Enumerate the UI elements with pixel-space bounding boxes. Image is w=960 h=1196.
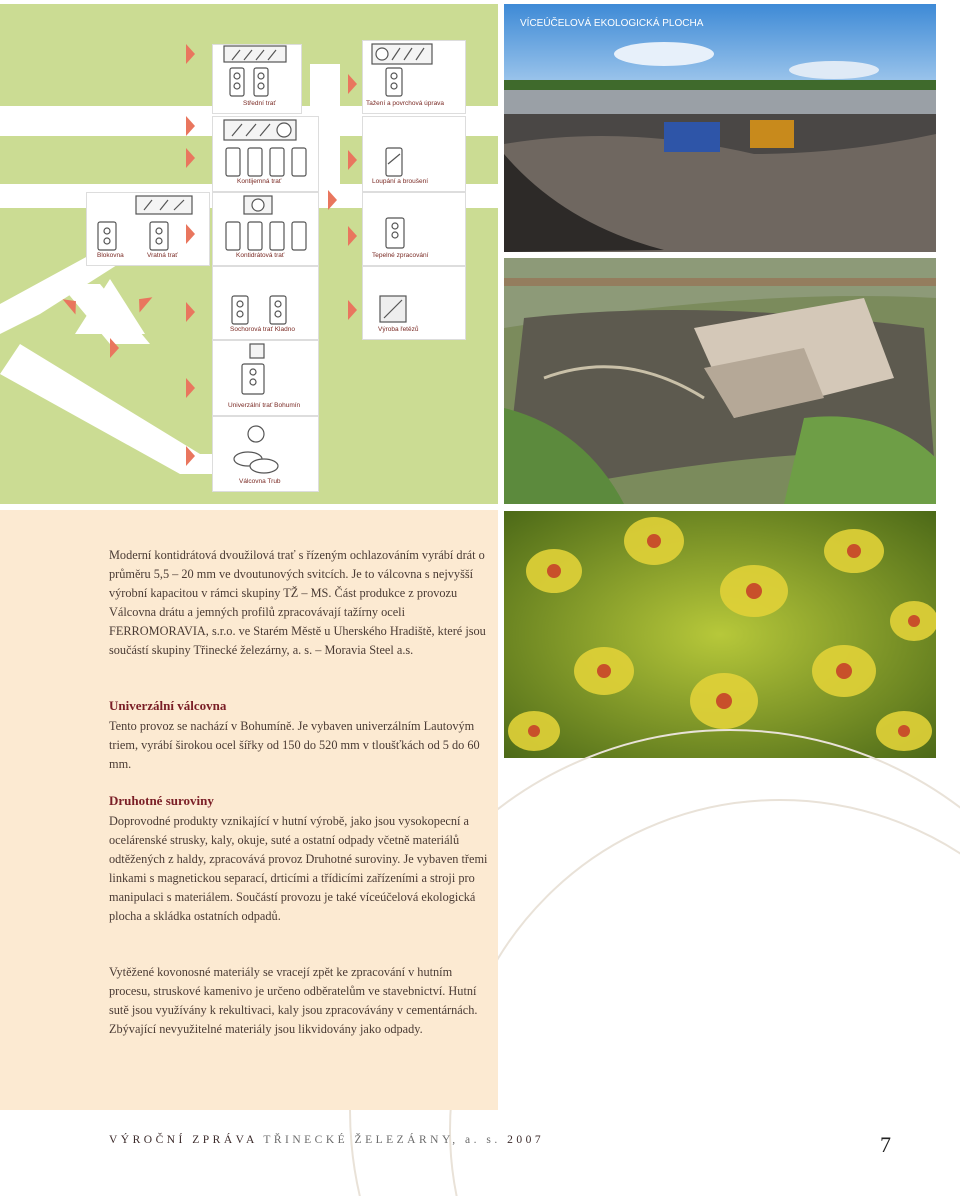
photo-caption: VÍCEÚČELOVÁ EKOLOGICKÁ PLOCHA: [520, 18, 704, 29]
label-blokovna: Blokovna: [97, 252, 124, 259]
intro-paragraph: Moderní kontidrátová dvoužilová trať s řízeným ochlazováním vyrábí drát o průměru 5,5 – 20 mm ve dvoutunových svitcích. Je to válcovna s nejvyšší výrobní kapacitou v rámci skupiny TŽ – MS. Část produkce z provozu Válcovna drátu a jemných profilů zpracovávají tažírny oceli FERROMORAVIA, s.r.o. ve Starém Městě u Uherského Hradiště, které jsou součástí skupiny Třinecké železárny, a. s. – Moravia Steel a.s.: [109, 548, 486, 657]
label-kontijemna: Kontijemná trať: [237, 178, 282, 185]
flow-arrow: [110, 338, 119, 358]
page-number: 7: [880, 1132, 891, 1157]
production-diagram: [0, 4, 498, 504]
flow-arrow: [348, 74, 357, 94]
paragraph-univerzalni: Tento provoz se nachází v Bohumíně. Je vybaven univerzálním Lautovým triem, vyrábí širokou ocel šířky od 150 do 520 mm v tloušťkách od 5 do 60 mm.: [109, 719, 480, 771]
flow-arrow: [186, 224, 195, 244]
label-kontidratova: Kontidrátová trať: [236, 252, 285, 259]
flow-arrow: [328, 190, 337, 210]
label-tepelne: Tepelné zpracování: [372, 252, 429, 259]
heading-univerzalni: Univerzální válcovna: [109, 698, 227, 713]
label-retezu: Výroba řetězů: [378, 326, 419, 333]
heading-druhotne: Druhotné suroviny: [109, 793, 214, 808]
flow-arrow: [348, 300, 357, 320]
flow-arrow: [186, 44, 195, 64]
label-stredni: Střední trať: [243, 100, 276, 107]
label-socharova: Sochorová trať Kladno: [230, 326, 295, 333]
footer: [109, 1134, 544, 1146]
label-trub: Válcovna Trub: [239, 478, 281, 485]
photo-flowers-image: [504, 511, 936, 758]
flow-arrow: [186, 302, 195, 322]
label-tazeni: Tažení a povrchová úprava: [366, 100, 445, 107]
flow-arrow: [186, 116, 195, 136]
label-univerzalni: Univerzální trať Bohumín: [228, 402, 301, 409]
footer-report: VÝROČNÍ ZPRÁVA: [109, 1134, 258, 1146]
paragraph-vytezene: Vytěžené kovonosné materiály se vracejí zpět ke zpracování v hutním procesu, struskové kamenivo je určeno odběratelům ve stavebnictví. Hutní sutě jsou využívány k rekultivaci, kaly jsou zpracovávány v cementárnách. Zbývající nevyužitelné materiály jsou likvidovány jako odpady.: [109, 965, 478, 1036]
photo-aerial-plant: [504, 258, 936, 504]
paragraph-druhotne: Doprovodné produkty vznikající v hutní výrobě, jako jsou vysokopecní a ocelárenské strusky, kaly, okuje, suté a ostatní odpady včetně materiálů odtěžených z haldy, zpracovává provoz Druhotné suroviny. Je vybaven třemi linkami s magnetickou separací, drticími a třídicími zařízeními a stroji pro manipulaci s materiálem. Součástí provozu je také víceúčelová ekologická plocha a skládka ostatních odpadů.: [109, 814, 488, 923]
footer-company: TŘINECKÉ ŽELEZÁRNY, a. s.: [263, 1134, 501, 1146]
photo-ecological-area-image: [504, 4, 936, 252]
label-loupani: Loupání a broušení: [372, 178, 429, 185]
flow-arrow: [186, 378, 195, 398]
flow-arrow: [348, 150, 357, 170]
flow-arrow: [186, 148, 195, 168]
photo-flowers: [504, 511, 936, 758]
flow-arrow: [348, 226, 357, 246]
footer-year: 2007: [507, 1134, 545, 1146]
photo-aerial-plant-image: [504, 258, 936, 504]
photo-ecological-area: [504, 4, 936, 252]
label-vratna: Vratná trať: [147, 252, 178, 259]
flow-arrow: [186, 446, 195, 466]
